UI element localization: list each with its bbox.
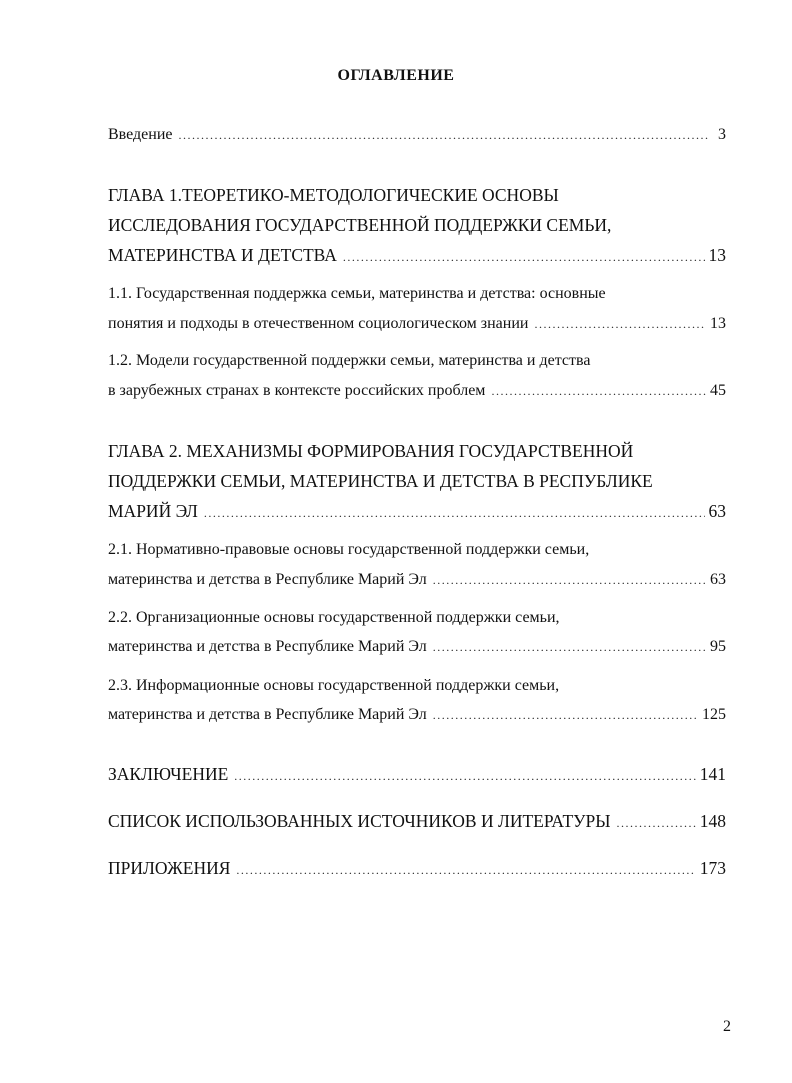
toc-page-number: 125 [702, 706, 726, 723]
toc-entry-label: материнства и детства в Республике Марий Эл [108, 706, 427, 723]
toc-entry-label: материнства и детства в Республике Марий Эл [108, 571, 427, 588]
toc-page-number: 173 [699, 858, 726, 878]
toc-entry-label: МАТЕРИНСТВА И ДЕТСТВА [108, 245, 337, 265]
toc-entry-intro[interactable] [108, 126, 726, 150]
dot-leader [617, 816, 696, 831]
dot-leader [204, 506, 705, 521]
dot-leader [534, 317, 706, 332]
toc-section-1-1-line1: 1.1. Государственная поддержка семьи, материнства и детства: основные [108, 285, 606, 302]
toc-entry-chapter1[interactable] [108, 245, 726, 269]
toc-section-2-2-line1: 2.2. Организационные основы государственной поддержки семьи, [108, 609, 560, 626]
toc-section-1-2-line1: 1.2. Модели государственной поддержки семьи, материнства и детства [108, 352, 591, 369]
toc-page-number: 13 [710, 315, 726, 332]
page-title: ОГЛАВЛЕНИЕ [337, 67, 455, 84]
toc-chapter1-line1: ГЛАВА 1.ТЕОРЕТИКО-МЕТОДОЛОГИЧЕСКИЕ ОСНОВЫ [108, 185, 559, 205]
toc-entry-appendix[interactable] [108, 858, 726, 882]
toc-entry-sources[interactable] [108, 811, 726, 835]
toc-chapter2-line1: ГЛАВА 2. МЕХАНИЗМЫ ФОРМИРОВАНИЯ ГОСУДАРСТВЕННОЙ [108, 441, 634, 461]
toc-page-number: 63 [710, 571, 726, 588]
toc-entry-label: в зарубежных странах в контексте российских проблем [108, 382, 486, 399]
page-number: 2 [723, 1018, 731, 1035]
toc-entry-section-1-2[interactable] [108, 382, 726, 406]
toc-entry-label: ПРИЛОЖЕНИЯ [108, 858, 231, 878]
toc-entry-label: материнства и детства в Республике Марий Эл [108, 638, 427, 655]
dot-leader [433, 573, 706, 588]
dot-leader [234, 769, 695, 784]
toc-page-number: 3 [718, 126, 726, 143]
dot-leader [433, 708, 698, 723]
toc-entry-label: МАРИЙ ЭЛ [108, 501, 198, 521]
dot-leader [433, 640, 706, 655]
toc-chapter2-line2: ПОДДЕРЖКИ СЕМЬИ, МАТЕРИНСТВА И ДЕТСТВА В РЕСПУБЛИКЕ [108, 471, 653, 491]
toc-page-number: 141 [699, 764, 726, 784]
toc-entry-label: понятия и подходы в отечественном социологическом знании [108, 315, 529, 332]
toc-entry-label: Введение [108, 126, 173, 143]
toc-page-number: 45 [710, 382, 726, 399]
toc-entry-label: СПИСОК ИСПОЛЬЗОВАННЫХ ИСТОЧНИКОВ И ЛИТЕРАТУРЫ [108, 811, 611, 831]
toc-entry-chapter2[interactable] [108, 501, 726, 525]
dot-leader [179, 128, 709, 143]
dot-leader [491, 384, 706, 399]
toc-page-number: 95 [710, 638, 726, 655]
toc-entry-conclusion[interactable] [108, 764, 726, 788]
dot-leader [236, 863, 695, 878]
toc-section-2-1-line1: 2.1. Нормативно-правовые основы государственной поддержки семьи, [108, 541, 590, 558]
toc-page-number: 63 [708, 501, 726, 521]
toc-section-2-3-line1: 2.3. Информационные основы государственной поддержки семьи, [108, 677, 560, 694]
toc-page-number: 148 [699, 811, 726, 831]
toc-entry-section-1-1[interactable] [108, 315, 726, 339]
toc-entry-section-2-3[interactable] [108, 706, 726, 730]
toc-entry-section-2-1[interactable] [108, 571, 726, 595]
toc-entry-section-2-2[interactable] [108, 638, 726, 662]
toc-chapter1-line2: ИССЛЕДОВАНИЯ ГОСУДАРСТВЕННОЙ ПОДДЕРЖКИ СЕМЬИ, [108, 215, 612, 235]
toc-entry-label: ЗАКЛЮЧЕНИЕ [108, 764, 229, 784]
toc-page-number: 13 [708, 245, 726, 265]
dot-leader [343, 250, 705, 265]
